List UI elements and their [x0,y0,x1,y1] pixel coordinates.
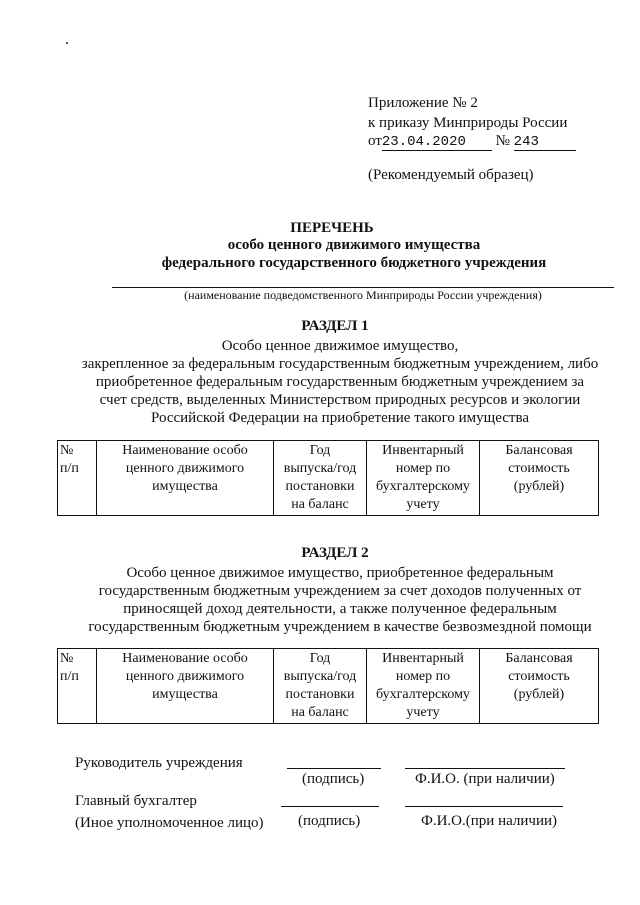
stray-mark [66,42,68,44]
col-inventory-number: Инвентарный номер по бухгалтерскому учету [367,649,480,724]
col-year: Год выпуска/год постановки на баланс [274,441,367,516]
col-year: Год выпуска/год постановки на баланс [274,649,367,724]
col-balance-value: Балансовая стоимость (рублей) [480,649,599,724]
head-signature-line [287,768,381,769]
institution-caption: (наименование подведомственного Минприроды России учреждения) [184,288,542,302]
accountant-signature-line [281,806,379,807]
col-number: № п/п [58,441,97,516]
order-number: 243 [514,134,576,151]
section1-text-line: закрепленное за федеральным государственным бюджетным учреждением, либо [81,356,599,372]
title-line-2: особо ценного движимого имущества [227,237,481,253]
col-number: № п/п [58,649,97,724]
appendix-line-2: к приказу Минприроды России [368,115,568,131]
appendix-line-1: Приложение № 2 [368,95,478,111]
col-balance-value: Балансовая стоимость (рублей) [480,441,599,516]
section1-text-line: счет средств, выделенных Министерством природных ресурсов и экологии [99,392,581,408]
title-line-1: ПЕРЕЧЕНЬ [290,220,374,236]
section1-text [40,337,640,427]
appendix-date-row [368,133,576,151]
chief-accountant-label: Главный бухгалтер [75,793,197,809]
section1-text-line: Российской Федерации на приобретение такого имущества [150,410,530,426]
date-prefix: от [368,133,382,149]
table-header-row [58,441,599,516]
section1-heading: РАЗДЕЛ 1 [301,318,369,334]
section2-table [57,648,599,724]
name-caption-2: Ф.И.О.(при наличии) [421,813,557,829]
section1-text-line: Особо ценное движимое имущество, [221,338,459,354]
section1-table [57,440,599,516]
col-name: Наименование особо ценного движимого имущества [97,441,274,516]
name-caption-1: Ф.И.О. (при наличии) [415,771,555,787]
section2-text [40,564,640,636]
signature-caption-2: (подпись) [298,813,361,829]
col-name: Наименование особо ценного движимого имущества [97,649,274,724]
section2-text-line: Особо ценное движимое имущество, приобретенное федеральным [126,565,554,581]
table-header-row [58,649,599,724]
section2-text-line: приносящей доход деятельности, а также полученное федеральным [123,601,557,617]
accountant-name-line [405,806,563,807]
signature-caption-1: (подпись) [302,771,365,787]
sample-note: (Рекомендуемый образец) [368,167,534,183]
other-person-label: (Иное уполномоченное лицо) [75,815,264,831]
head-label: Руководитель учреждения [75,755,243,771]
order-date: 23.04.2020 [382,134,492,151]
col-inventory-number: Инвентарный номер по бухгалтерскому учету [367,441,480,516]
number-prefix: № [495,133,510,149]
section1-text-line: приобретенное федеральным государственным бюджетным учреждением за [95,374,585,390]
section2-heading: РАЗДЕЛ 2 [301,545,369,561]
head-name-line [405,768,565,769]
section2-text-line: государственным бюджетным учреждением в качестве безвозмездной помощи [88,619,592,635]
title-line-3: федерального государственного бюджетного учреждения [161,255,547,271]
section2-text-line: государственным бюджетным учреждением за счет доходов полученных от [98,583,582,599]
